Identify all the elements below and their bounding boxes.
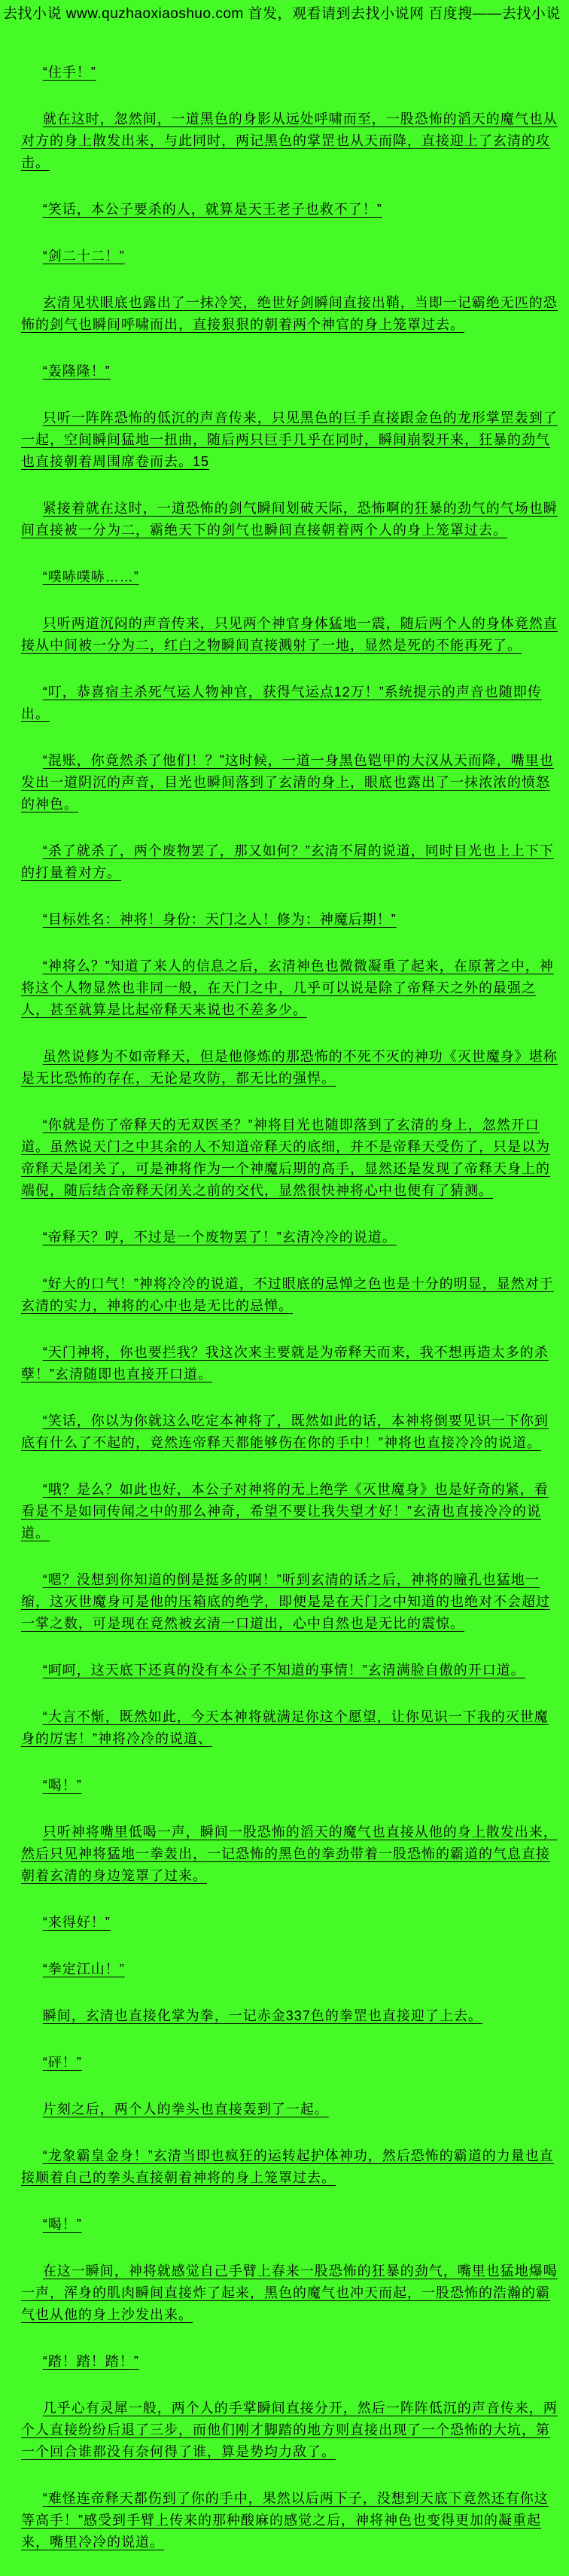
novel-paragraph: 几乎心有灵犀一般，两个人的手掌瞬间直接分开，然后一阵阵低沉的声音传来，两个人直接纷纷后退了三步，而他们刚才脚踏的地方则直接出现了一个恐怖的大坑，第一个回合谁都没有奈何得了谁，算是势均力敌了。 [21,2401,558,2459]
novel-paragraph: “混账，你竟然杀了他们！？”这时候，一道一身黑色铠甲的大汉从天而降，嘴里也发出一道阴沉的声音，目光也瞬间落到了玄清的身上，眼底也露出了一抹浓浓的愤怒的神色。 [21,753,554,812]
novel-paragraph: “笑话，你以为你就这么吃定本神将了，既然如此的话，本神将倒要见识一下你到底有什么了不起的，竟然连帝释天都能够伤在你的手中！”神将也直接冷冷的说道。 [21,1413,549,1450]
novel-body [0,24,569,2576]
novel-paragraph: “轰隆隆！” [42,364,111,379]
novel-paragraph: “神将么？”知道了来人的信息之后，玄清神色也微微凝重了起来，在原著之中，神将这个人物显然也非同一般，在天门之中，几乎可以说是除了帝释天之外的最强之人，甚至就算是比起帝释天来说也不差多少。 [21,959,554,1017]
novel-paragraph: 在这一瞬间，神将就感觉自己手臂上春来一股恐怖的狂暴的劲气，嘴里也猛地爆喝一声，浑身的肌肉瞬间直接炸了起来，黑色的魔气也冲天而起，一股恐怖的浩瀚的霸气也从他的身上沙发出来。 [21,2264,558,2322]
novel-paragraph: “剑二十二！” [42,248,125,264]
novel-paragraph: “帝释天？哼，不过是一个废物罢了！”玄清冷冷的说道。 [42,1230,397,1245]
novel-paragraph: 只听一阵阵恐怖的低沉的声音传来，只见黑色的巨手直接跟金色的龙形掌罡轰到了一起，空间瞬间猛地一扭曲，随后两只巨手几乎在同时，瞬间崩裂开来，狂暴的劲气也直接朝着周围席卷而去。15 [21,410,558,469]
novel-paragraph: 瞬间，玄清也直接化掌为拳，一记赤金337色的拳罡也直接迎了上去。 [42,2008,482,2023]
novel-paragraph: “喝！” [42,2217,82,2232]
novel-page [0,5,569,2576]
novel-paragraph: 就在这时，忽然间，一道黑色的身影从远处呼啸而至，一股恐怖的滔天的魔气也从对方的身上散发出来，与此同时，两记黑色的掌罡也从天而降，直接迎上了玄清的攻击。 [21,111,558,170]
novel-paragraph: “大言不惭，既然如此，今天本神将就满足你这个愿望，让你见识一下我的灭世魔身的厉害！”神将冷冷的说道、 [21,1709,549,1746]
novel-paragraph: 片刻之后，两个人的拳头也直接轰到了一起。 [42,2102,329,2117]
novel-paragraph: 紧接着就在这时，一道恐怖的剑气瞬间划破天际，恐怖啊的狂暴的劲气的气场也瞬间直接被一分为二，霸绝天下的剑气也瞬间直接朝着两个人的身上笼罩过去。 [21,501,558,538]
novel-paragraph: “笑话，本公子要杀的人，就算是天王老子也救不了！” [42,202,382,217]
novel-paragraph: “砰！” [42,2055,82,2070]
novel-paragraph: “目标姓名：神将！身份：天门之人！修为：神魔后期！” [42,912,397,927]
novel-paragraph: 只听两道沉闷的声音传来，只见两个神官身体猛地一震，随后两个人的身体竟然直接从中间被一分为二，红白之物瞬间直接溅射了一地，显然是死的不能再死了。 [21,616,558,653]
novel-paragraph: 虽然说修为不如帝释天，但是他修炼的那恐怖的不死不灭的神功《灭世魔身》堪称是无比恐怖的存在，无论是攻防，都无比的强悍。 [21,1049,558,1086]
novel-paragraph: “龙象霸皇金身！”玄清当即也疯狂的运转起护体神功，然后恐怖的霸道的力量也直接顺着自己的拳头直接朝着神将的身上笼罩过去。 [21,2148,554,2185]
novel-paragraph: “哦？是么？如此也好，本公子对神将的无上绝学《灭世魔身》也是好奇的紧，看看是不是如同传闻之中的那么神奇，希望不要让我失望才好！”玄清也直接冷冷的说道。 [21,1482,549,1541]
novel-paragraph: 玄清见状眼底也露出了一抹冷笑，绝世好剑瞬间直接出鞘，当即一记霸绝无匹的恐怖的剑气也瞬间呼啸而出，直接狠狠的朝着两个神官的身上笼罩过去。 [21,295,558,332]
novel-paragraph: “呵呵，这天底下还真的没有本公子不知道的事情！”玄清满脸自傲的开口道。 [42,1663,525,1678]
novel-paragraph: “难怪连帝释天都伤到了你的手中，果然以后两下子，没想到天底下竟然还有你这等高手！”感受到手臂上传来的那种酸麻的感觉之后，神将神色也变得更加的凝重起来，嘴里冷冷的说道。 [21,2491,549,2550]
novel-paragraph: “好大的口气！”神将冷冷的说道，不过眼底的忌惮之色也是十分的明显，显然对于玄清的实力，神将的心中也是无比的忌惮。 [21,1276,554,1313]
novel-paragraph: “你就是伤了帝释天的无双医圣？”神将目光也随即落到了玄清的身上，忽然开口道。虽然说天门之中其余的人不知道帝释天的底细，并不是帝释天受伤了，只是以为帝释天是闭关了，可是神将作为一个神魔后期的高手，显然还是发现了帝释天身上的端倪，随后结合帝释天闭关之前的交代，显然很快神将心中也便有了猜测。 [21,1117,550,1198]
novel-paragraph: “喝！” [42,1778,82,1793]
novel-paragraph: “天门神将，你也要拦我？我这次来主要就是为帝释天而来，我不想再造太多的杀孽！”玄清随即也直接开口道。 [21,1345,549,1382]
novel-paragraph: 只听神将嘴里低喝一声，瞬间一股恐怖的滔天的魔气也直接从他的身上散发出来，然后只见神将猛地一拳轰出，一记恐怖的黑色的拳劲带着一股恐怖的霸道的气息直接朝着玄清的身边笼罩了过来。 [21,1825,558,1883]
novel-paragraph: “噗哧噗哧……” [42,569,139,584]
novel-paragraph: “嗯？没想到你知道的倒是挺多的啊！”听到玄清的话之后，神将的瞳孔也猛地一缩，这灭世魔身可是他的压箱底的绝学，即便是是在天门之中知道的也绝对不会超过一掌之数，可是现在竟然被玄清一口道出，心中自然也是无比的震惊。 [21,1572,550,1631]
novel-paragraph: “来得好！” [42,1915,111,1930]
novel-paragraph: “住手！” [42,65,96,80]
site-watermark-header: 去找小说 www.quzhaoxiaoshuo.com 首发，观看请到去找小说网 百度搜——去找小说 [3,6,561,22]
novel-paragraph: “踏！踏！踏！” [42,2354,139,2369]
novel-paragraph: “杀了就杀了，两个废物罢了，那又如何？”玄清不屑的说道，同时目光也上上下下的打量着对方。 [21,843,554,880]
novel-paragraph: “叮，恭喜宿主杀死气运人物神官，获得气运点12万！”系统提示的声音也随即传出。 [21,684,542,721]
novel-paragraph: “拳定江山！” [42,1962,125,1977]
